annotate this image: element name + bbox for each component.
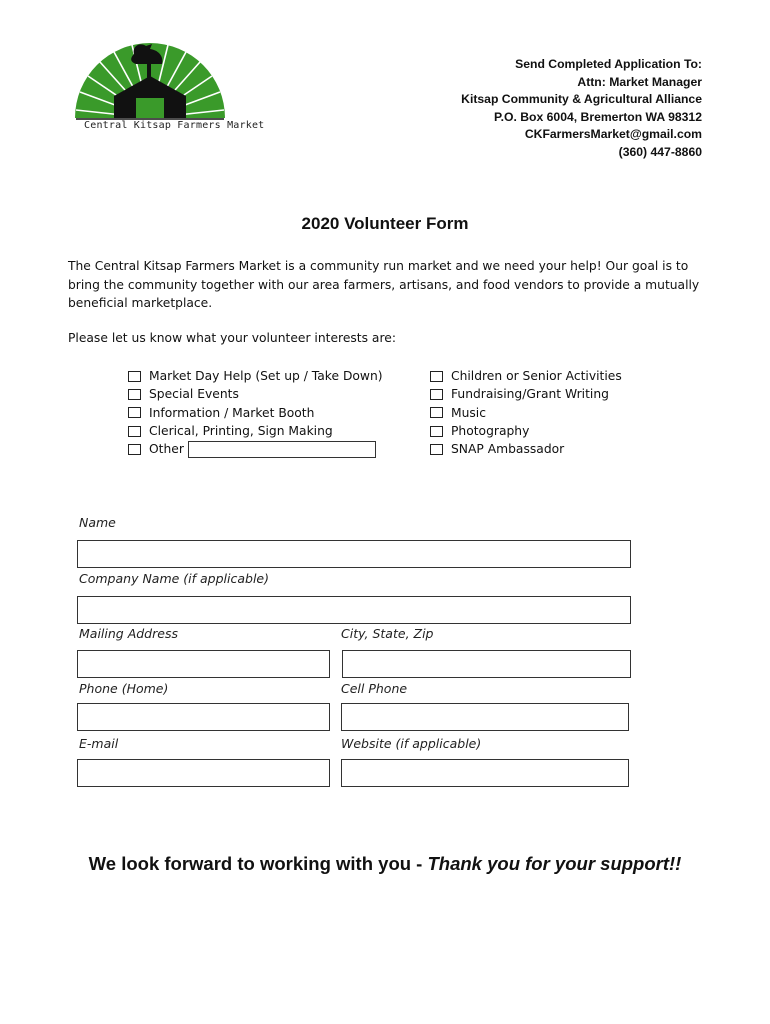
website-field[interactable] <box>341 759 629 787</box>
phone-number: (360) 447-8860 <box>618 144 702 159</box>
interest-option <box>128 404 383 422</box>
city-state-zip-label: City, State, Zip <box>341 626 434 641</box>
mailing-address-label: Mailing Address <box>79 626 178 641</box>
mailing-info <box>461 56 702 162</box>
email-link[interactable]: CKFarmersMarket@gmail.com <box>524 127 702 142</box>
interest-option <box>128 422 383 440</box>
interest-label: Information / Market Booth <box>149 405 315 420</box>
address-line: Attn: Market Manager <box>577 74 702 89</box>
address-line: Send Completed Application To: <box>515 57 702 71</box>
interest-label: Other <box>149 442 184 457</box>
address-line: P.O. Box 6004, Bremerton WA 98312 <box>494 109 702 124</box>
checkbox[interactable] <box>128 426 141 437</box>
logo-wordmark: Central Kitsap Farmers Market <box>84 120 265 131</box>
email-field[interactable] <box>77 759 330 787</box>
interest-option <box>128 385 383 403</box>
interest-option <box>430 404 622 422</box>
company-field[interactable] <box>77 596 631 624</box>
interest-label: Market Day Help (Set up / Take Down) <box>149 369 383 383</box>
interest-label: Fundraising/Grant Writing <box>451 387 609 402</box>
name-label: Name <box>79 515 116 530</box>
other-input[interactable] <box>188 441 376 458</box>
interest-option <box>430 422 622 440</box>
interest-option <box>430 385 622 403</box>
closing-message <box>0 853 770 875</box>
checkbox[interactable] <box>430 389 443 400</box>
city-state-zip-field[interactable] <box>342 650 631 678</box>
phone-home-label: Phone (Home) <box>79 681 169 696</box>
interests-right-column <box>430 367 622 458</box>
interest-option <box>128 367 383 385</box>
name-field[interactable] <box>77 540 631 568</box>
cell-phone-label: Cell Phone <box>341 681 408 696</box>
interest-label: Special Events <box>149 387 239 402</box>
checkbox[interactable] <box>128 444 141 455</box>
phone-home-field[interactable] <box>77 703 330 731</box>
company-label: Company Name (if applicable) <box>79 571 269 586</box>
interest-label: SNAP Ambassador <box>451 442 565 457</box>
interests-left-column <box>128 367 383 458</box>
form-title: 2020 Volunteer Form <box>301 214 469 233</box>
address-line: Kitsap Community & Agricultural Alliance <box>461 92 702 107</box>
mailing-address-field[interactable] <box>77 650 330 678</box>
checkbox[interactable] <box>128 407 141 418</box>
interest-label: Music <box>451 405 486 420</box>
interest-option <box>128 440 383 458</box>
email-label: E-mail <box>79 736 119 751</box>
interest-option <box>430 440 622 458</box>
interest-option <box>430 367 622 385</box>
checkbox[interactable] <box>128 371 141 382</box>
closing-thanks: Thank you for your support!! <box>427 853 682 874</box>
checkbox[interactable] <box>128 389 141 400</box>
website-label: Website (if applicable) <box>341 736 482 751</box>
checkbox[interactable] <box>430 371 443 382</box>
interests-prompt: Please let us know what your volunteer interests are: <box>68 331 396 345</box>
interest-label: Children or Senior Activities <box>451 369 622 383</box>
interest-label: Clerical, Printing, Sign Making <box>149 423 333 438</box>
checkbox[interactable] <box>430 444 443 455</box>
closing-main: We look forward to working with you - <box>88 853 428 874</box>
checkbox[interactable] <box>430 407 443 418</box>
intro-paragraph: The Central Kitsap Farmers Market is a community run market and we need your help! Our goal is to bring the community together with our area farmers, artisans, and food vendors to provide a mutually beneficial marketplace. <box>68 259 700 310</box>
cell-phone-field[interactable] <box>341 703 629 731</box>
checkbox[interactable] <box>430 426 443 437</box>
interest-label: Photography <box>451 423 530 438</box>
